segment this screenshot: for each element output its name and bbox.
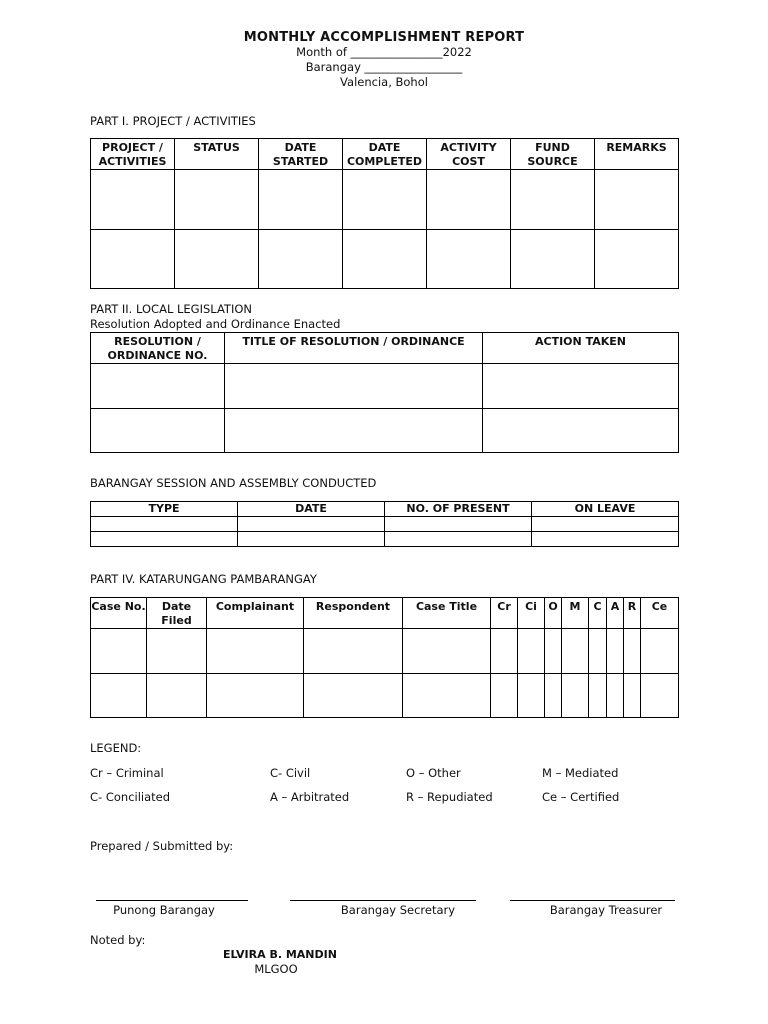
legend-criminal: Cr – Criminal (90, 766, 164, 780)
table-cell[interactable] (343, 170, 427, 230)
table-row (91, 409, 679, 453)
table-cell[interactable] (91, 230, 175, 289)
table-cell[interactable] (427, 230, 511, 289)
table-cell[interactable] (491, 674, 518, 718)
table-cell[interactable] (491, 629, 518, 674)
table-row (91, 517, 679, 532)
table-cell[interactable] (91, 629, 147, 674)
part2-heading: PART II. LOCAL LEGISLATION (90, 302, 252, 316)
legend-heading: LEGEND: (90, 741, 142, 755)
table-cell[interactable] (427, 170, 511, 230)
col-activity-cost: ACTIVITY COST (427, 139, 511, 170)
session-assembly-table (90, 501, 679, 547)
table-row (91, 230, 679, 289)
col-r: R (624, 598, 641, 629)
legend-mediated: M – Mediated (542, 766, 619, 780)
part1-heading: PART I. PROJECT / ACTIVITIES (90, 114, 256, 128)
col-fund-source: FUND SOURCE (511, 139, 595, 170)
table-cell[interactable] (511, 170, 595, 230)
table-cell[interactable] (562, 674, 589, 718)
signature-line-barangay-secretary (290, 900, 476, 901)
barangay-line: Barangay _________________ (305, 60, 463, 74)
table-cell[interactable] (91, 532, 238, 547)
table-cell[interactable] (641, 674, 679, 718)
col-respondent: Respondent (304, 598, 403, 629)
table-cell[interactable] (545, 674, 562, 718)
col-date-completed: DATE COMPLETED (343, 139, 427, 170)
signature-line-punong-barangay (96, 900, 248, 901)
table-cell[interactable] (343, 230, 427, 289)
col-o: O (545, 598, 562, 629)
table-cell[interactable] (147, 674, 207, 718)
table-cell[interactable] (225, 364, 483, 409)
table-cell[interactable] (607, 629, 624, 674)
table-cell[interactable] (607, 674, 624, 718)
table-cell[interactable] (403, 629, 491, 674)
col-complainant: Complainant (207, 598, 304, 629)
table-cell[interactable] (91, 517, 238, 532)
signatory-punong-barangay: Punong Barangay (113, 903, 215, 917)
legend-certified: Ce – Certified (542, 790, 620, 804)
table-cell[interactable] (259, 230, 343, 289)
col-no-of-present: NO. OF PRESENT (385, 502, 532, 517)
table-row (91, 629, 679, 674)
table-row (91, 364, 679, 409)
table-cell[interactable] (91, 674, 147, 718)
part2-subheading: Resolution Adopted and Ordinance Enacted (90, 317, 341, 331)
local-legislation-table (90, 332, 679, 453)
table-cell[interactable] (589, 629, 607, 674)
col-remarks: REMARKS (595, 139, 679, 170)
col-on-leave: ON LEAVE (532, 502, 679, 517)
table-cell[interactable] (147, 629, 207, 674)
report-title: MONTHLY ACCOMPLISHMENT REPORT (243, 30, 525, 45)
table-cell[interactable] (385, 532, 532, 547)
table-cell[interactable] (532, 532, 679, 547)
legend-repudiated: R – Repudiated (406, 790, 493, 804)
table-cell[interactable] (238, 532, 385, 547)
table-cell[interactable] (483, 409, 679, 453)
noted-by-title: MLGOO (254, 962, 298, 976)
col-c: C (589, 598, 607, 629)
table-cell[interactable] (91, 409, 225, 453)
signatory-barangay-treasurer: Barangay Treasurer (549, 903, 663, 917)
table-cell[interactable] (175, 170, 259, 230)
legend-arbitrated: A – Arbitrated (270, 790, 350, 804)
col-ci: Ci (518, 598, 545, 629)
col-cr: Cr (491, 598, 518, 629)
part4-heading: PART IV. KATARUNGANG PAMBARANGAY (90, 572, 317, 586)
katarungang-pambarangay-table (90, 597, 679, 718)
table-cell[interactable] (175, 230, 259, 289)
col-ce: Ce (641, 598, 679, 629)
col-a: A (607, 598, 624, 629)
table-cell[interactable] (385, 517, 532, 532)
table-cell[interactable] (641, 629, 679, 674)
legend-civil: C- Civil (270, 766, 311, 780)
table-cell[interactable] (225, 409, 483, 453)
table-cell[interactable] (595, 230, 679, 289)
prepared-by-label: Prepared / Submitted by: (90, 839, 234, 853)
table-cell[interactable] (624, 629, 641, 674)
col-action-taken: ACTION TAKEN (483, 333, 679, 364)
table-cell[interactable] (518, 674, 545, 718)
table-row (91, 170, 679, 230)
col-case-no: Case No. (91, 598, 147, 629)
table-cell[interactable] (545, 629, 562, 674)
table-cell[interactable] (238, 517, 385, 532)
table-row (91, 532, 679, 547)
noted-by-name: ELVIRA B. MANDIN (223, 948, 337, 961)
month-line: Month of ________________2022 (296, 45, 472, 59)
table-cell[interactable] (624, 674, 641, 718)
table-cell[interactable] (259, 170, 343, 230)
col-title-of-resolution: TITLE OF RESOLUTION / ORDINANCE (225, 333, 483, 364)
legend-conciliated: C- Conciliated (90, 790, 171, 804)
table-cell[interactable] (595, 170, 679, 230)
table-cell[interactable] (304, 674, 403, 718)
table-cell[interactable] (518, 629, 545, 674)
col-date: DATE (238, 502, 385, 517)
table-cell[interactable] (511, 230, 595, 289)
table-cell[interactable] (207, 674, 304, 718)
table-cell[interactable] (589, 674, 607, 718)
session-heading: BARANGAY SESSION AND ASSEMBLY CONDUCTED (90, 476, 377, 490)
table-cell[interactable] (304, 629, 403, 674)
col-status: STATUS (175, 139, 259, 170)
table-row (91, 674, 679, 718)
project-activities-table (90, 138, 679, 289)
col-project-activities: PROJECT / ACTIVITIES (91, 139, 175, 170)
table-cell[interactable] (483, 364, 679, 409)
legend-other: O – Other (406, 766, 461, 780)
col-m: M (562, 598, 589, 629)
table-cell[interactable] (207, 629, 304, 674)
location-line: Valencia, Bohol (340, 75, 428, 89)
signatory-barangay-secretary: Barangay Secretary (340, 903, 456, 917)
table-cell[interactable] (91, 364, 225, 409)
table-cell[interactable] (532, 517, 679, 532)
col-type: TYPE (91, 502, 238, 517)
table-cell[interactable] (403, 674, 491, 718)
noted-by-label: Noted by: (90, 933, 146, 947)
col-case-title: Case Title (403, 598, 491, 629)
col-date-started: DATE STARTED (259, 139, 343, 170)
table-cell[interactable] (562, 629, 589, 674)
col-resolution-no: RESOLUTION / ORDINANCE NO. (91, 333, 225, 364)
table-cell[interactable] (91, 170, 175, 230)
signature-line-barangay-treasurer (510, 900, 675, 901)
col-date-filed: Date Filed (147, 598, 207, 629)
